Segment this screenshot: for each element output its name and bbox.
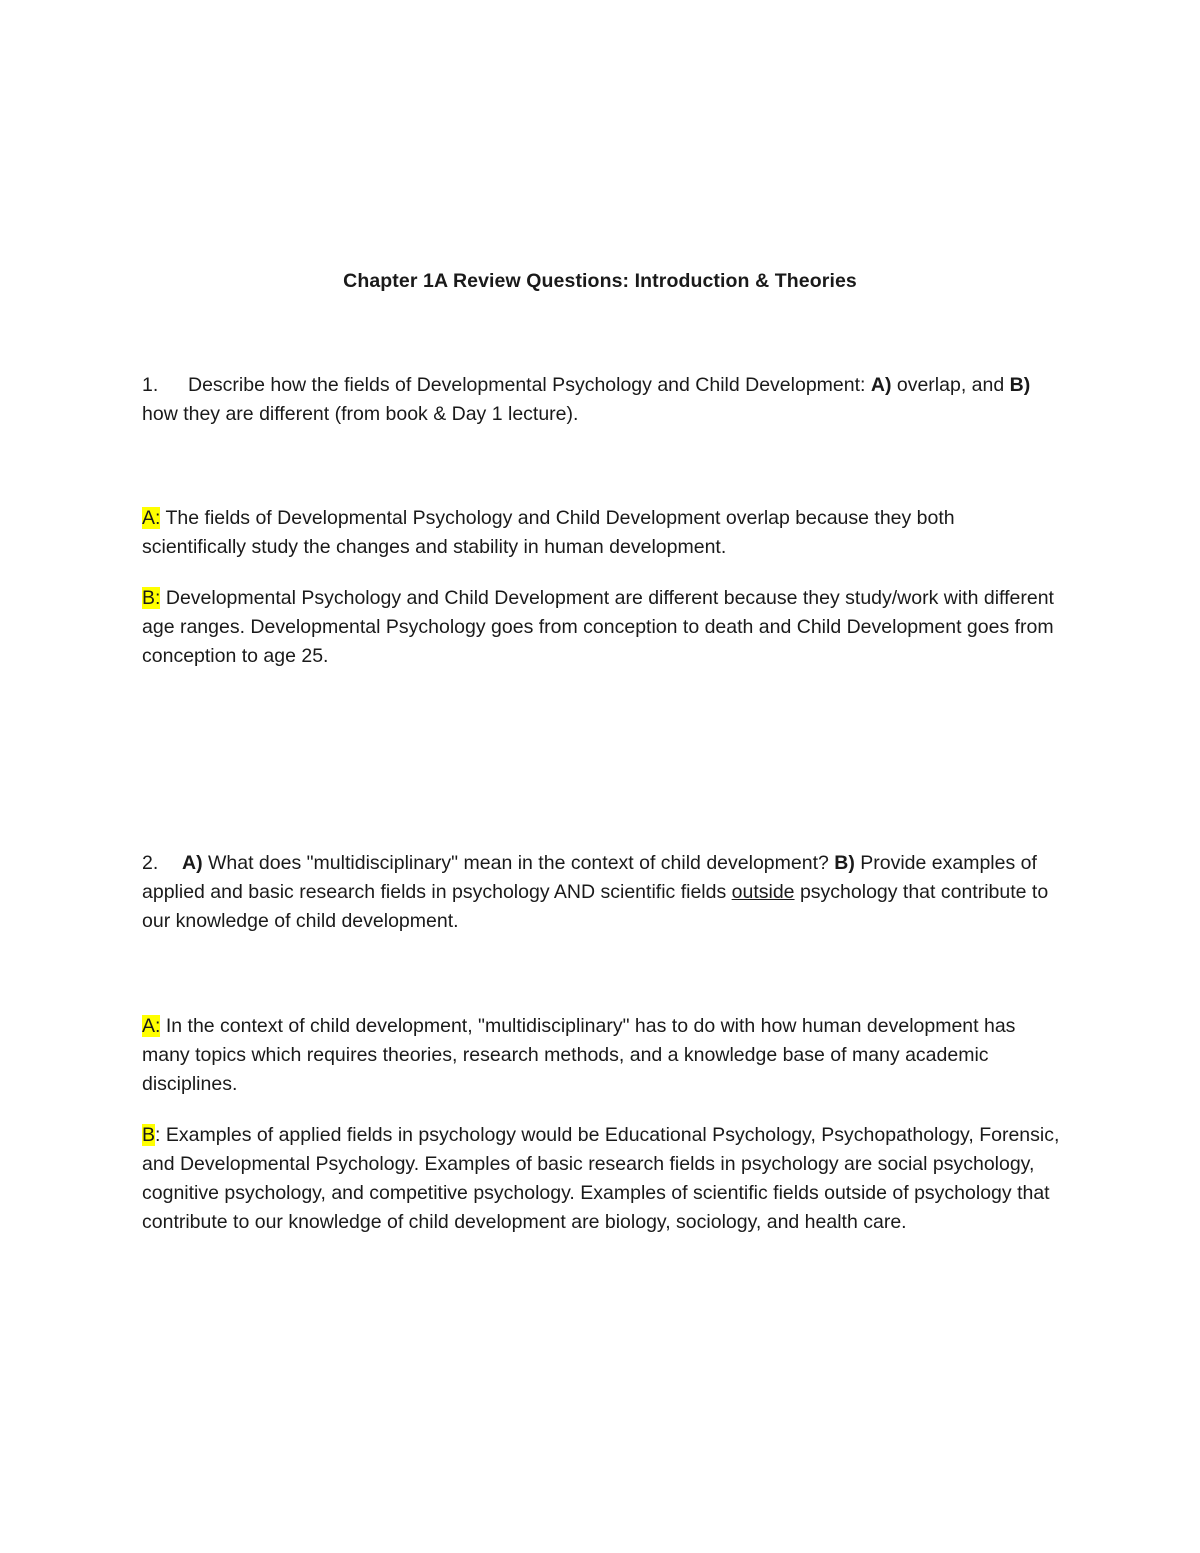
page-title: Chapter 1A Review Questions: Introduction & Theories: [343, 270, 857, 292]
answer-1a-label: A:: [142, 507, 161, 529]
answer-2b-label: B: [142, 1124, 156, 1146]
question-1-label-a: A): [870, 374, 892, 396]
question-1-label-b: B): [1009, 374, 1031, 396]
question-2-underlined-word: outside: [731, 881, 795, 903]
answer-2b: [142, 1121, 1062, 1237]
answer-1b-label: B:: [142, 587, 161, 609]
question-2-text-1: What does "multidisciplinary" mean in the context of child development?: [202, 852, 835, 874]
answer-2a-text: In the context of child development, "multidisciplinary" has to do with how human development has many topics which requires theories, research methods, and a knowledge base of many academic disciplines.: [142, 1015, 1016, 1095]
answer-1b: [142, 584, 1062, 671]
question-1-number: 1.: [142, 374, 159, 396]
question-1-text-1: Describe how the fields of Developmental Psychology and Child Development:: [188, 374, 871, 396]
question-1-text-3: how they are different (from book & Day 1 lecture).: [142, 403, 579, 425]
question-2-label-b: B): [834, 852, 855, 874]
question-2-text-2: Provide examples of applied and basic research fields in psychology AND scientific fields: [142, 852, 1037, 903]
question-2: [142, 849, 1062, 936]
answer-1a: [142, 504, 1062, 562]
answer-1b-text: Developmental Psychology and Child Development are different because they study/work with different age ranges. Developmental Psychology goes from conception to death and Child Development goes from conception to age 25.: [142, 587, 1054, 667]
question-2-label-a: A): [182, 852, 203, 874]
answer-2a-label: A:: [142, 1015, 161, 1037]
question-1-text-2: overlap, and: [891, 374, 1010, 396]
answer-2b-text: : Examples of applied fields in psychology would be Educational Psychology, Psychopathology, Forensic, and Developmental Psychology. Examples of basic research fields in psychology are social psychology, cognitive psychology, and competitive psychology. Examples of scientific fields outside of psychology that contribute to our knowledge of child development are biology, sociology, and health care.: [142, 1124, 1060, 1233]
answer-2a: [142, 1012, 1062, 1099]
question-1: [142, 371, 1062, 429]
question-2-text-3: psychology that contribute to our knowledge of child development.: [142, 881, 1049, 932]
question-2-number: 2.: [142, 852, 159, 874]
answer-1a-text: The fields of Developmental Psychology and Child Development overlap because they both scientifically study the changes and stability in human development.: [142, 507, 955, 558]
